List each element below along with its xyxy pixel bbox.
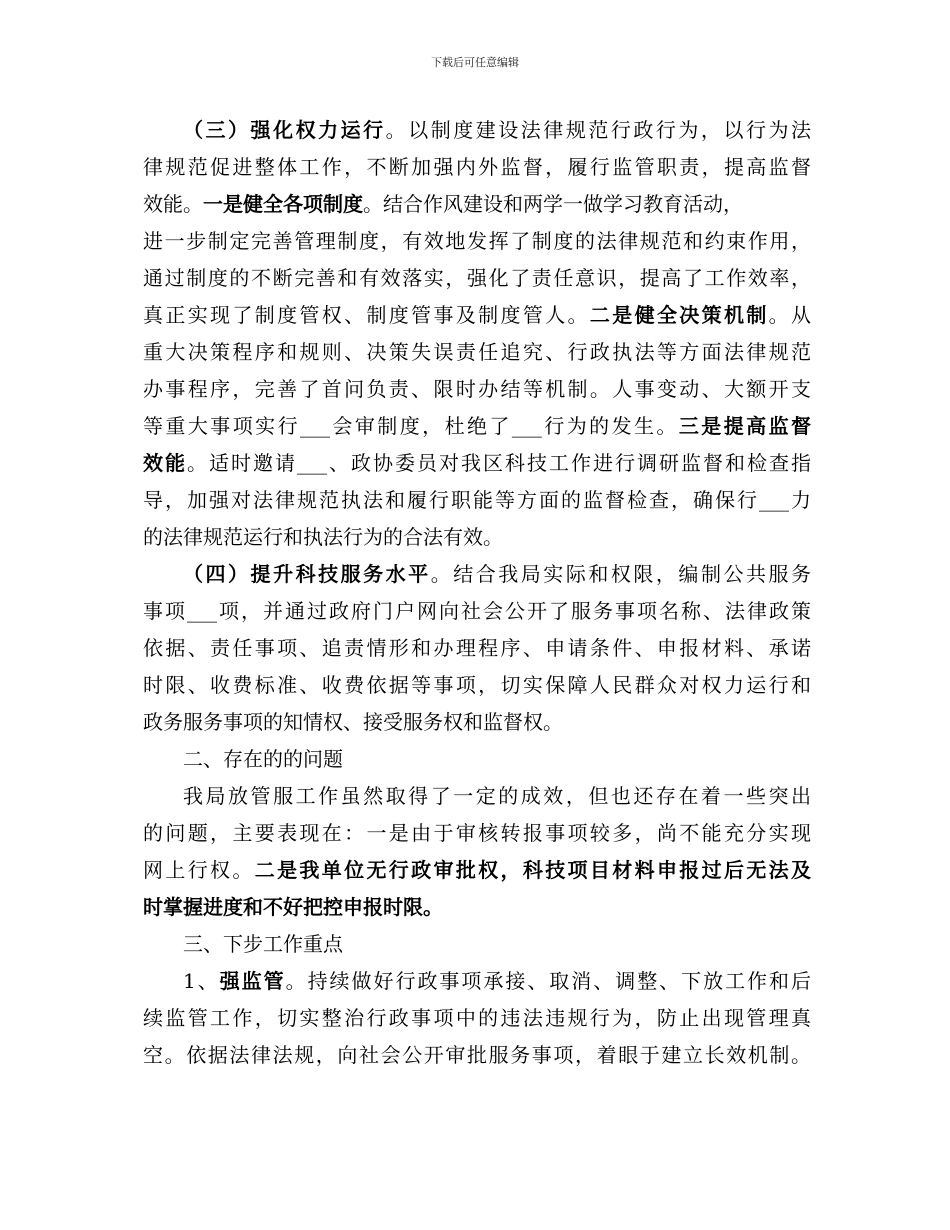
text-line <box>143 963 811 1000</box>
text-line <box>143 223 811 260</box>
bold-text-run: 时掌握进度和不好把控申报时限。 <box>143 895 443 919</box>
text-line <box>143 852 811 889</box>
text-line <box>143 1037 811 1074</box>
text-line <box>143 815 811 852</box>
text-line <box>143 482 811 519</box>
text-run: 重大决策程序和规则、决策失误责任追究、行政执法等方面法律规范 <box>143 340 811 364</box>
bold-text-run: （三）强化权力运行 <box>183 118 386 142</box>
text-run: 政务服务事项的知情权、接受服务权和监督权。 <box>143 710 563 734</box>
text-run: 事项___项，并通过政府门户网向社会公开了服务事项名称、法律政策 <box>143 599 811 623</box>
bold-text-run: 强监管 <box>219 969 286 993</box>
text-line <box>143 297 811 334</box>
text-line <box>143 778 811 815</box>
text-run: 。持续做好行政事项承接、取消、调整、下放工作和后 <box>285 969 811 993</box>
text-run: 律规范促进整体工作，不断加强内外监督，履行监管职责，提高监督 <box>143 155 811 179</box>
text-run: 依据、责任事项、追责情形和办理程序、申请条件、申报材料、承诺 <box>143 636 811 660</box>
bold-text-run: 二是我单位无行政审批权，科技项目材料申报过后无法及 <box>254 858 811 882</box>
text-line <box>143 889 811 926</box>
text-line <box>143 593 811 630</box>
text-run: 空。依据法律法规，向社会公开审批服务事项，着眼于建立长效机制。 <box>143 1043 811 1067</box>
text-run: 。结合我局实际和权限，编制公共服务 <box>430 562 811 586</box>
text-run: 。以制度建设法律规范行政行为，以行为法 <box>385 118 811 142</box>
header-note: 下载后可任意编辑 <box>431 56 519 69</box>
text-line <box>143 741 811 778</box>
bold-text-run: 效能 <box>143 451 187 475</box>
text-run: 网上行权。 <box>143 858 255 882</box>
bold-text-run: 三是提高监督 <box>678 414 811 438</box>
text-line <box>143 186 811 223</box>
text-line <box>143 704 811 741</box>
text-run: 办事程序，完善了首问负责、限时办结等机制。人事变动、大额开支 <box>143 377 811 401</box>
text-run: 续监管工作，切实整治行政事项中的违法违规行为，防止出现管理真 <box>143 1006 811 1030</box>
text-run: 。从 <box>768 303 811 327</box>
text-line <box>143 112 811 149</box>
text-line <box>143 445 811 482</box>
document-body <box>143 112 811 1074</box>
text-line <box>143 926 811 963</box>
text-run: 的法律规范运行和执法行为的合法有效。 <box>143 525 503 549</box>
text-line <box>143 149 811 186</box>
text-run: 效能。 <box>143 192 203 216</box>
text-run: 导，加强对法律规范执法和履行职能等方面的监督检查，确保行___力 <box>143 488 811 512</box>
text-run: 。结合作风建设和两学一做学习教育活动， <box>363 192 743 216</box>
text-run: 。适时邀请___、政协委员对我区科技工作进行调研监督和检查指 <box>187 451 811 475</box>
text-run: 等重大事项实行___会审制度，杜绝了___行为的发生。 <box>143 414 679 438</box>
text-line <box>143 408 811 445</box>
text-line <box>143 667 811 704</box>
text-run: 通过制度的不断完善和有效落实，强化了责任意识，提高了工作效率， <box>143 266 811 290</box>
text-run: 二、存在的的问题 <box>183 747 343 771</box>
bold-text-run: 二是健全决策机制 <box>589 303 769 327</box>
text-run: 1、 <box>183 969 220 993</box>
text-run: 真正实现了制度管权、制度管事及制度管人。 <box>143 303 590 327</box>
text-line <box>143 519 811 556</box>
text-line <box>143 630 811 667</box>
text-run: 时限、收费标准、收费依据等事项，切实保障人民群众对权力运行和 <box>143 673 811 697</box>
text-line <box>143 1000 811 1037</box>
text-line <box>143 260 811 297</box>
bold-text-run: 一是健全各项制度 <box>203 192 363 216</box>
text-line <box>143 371 811 408</box>
text-run: 的问题，主要表现在：一是由于审核转报事项较多，尚不能充分实现 <box>143 821 811 845</box>
text-line <box>143 334 811 371</box>
text-run: 三、下步工作重点 <box>183 932 343 956</box>
text-run: 我局放管服工作虽然取得了一定的成效，但也还存在着一些突出 <box>183 784 811 808</box>
text-line <box>143 556 811 593</box>
bold-text-run: （四）提升科技服务水平 <box>183 562 431 586</box>
text-run: 进一步制定完善管理制度，有效地发挥了制度的法律规范和约束作用， <box>143 229 811 253</box>
